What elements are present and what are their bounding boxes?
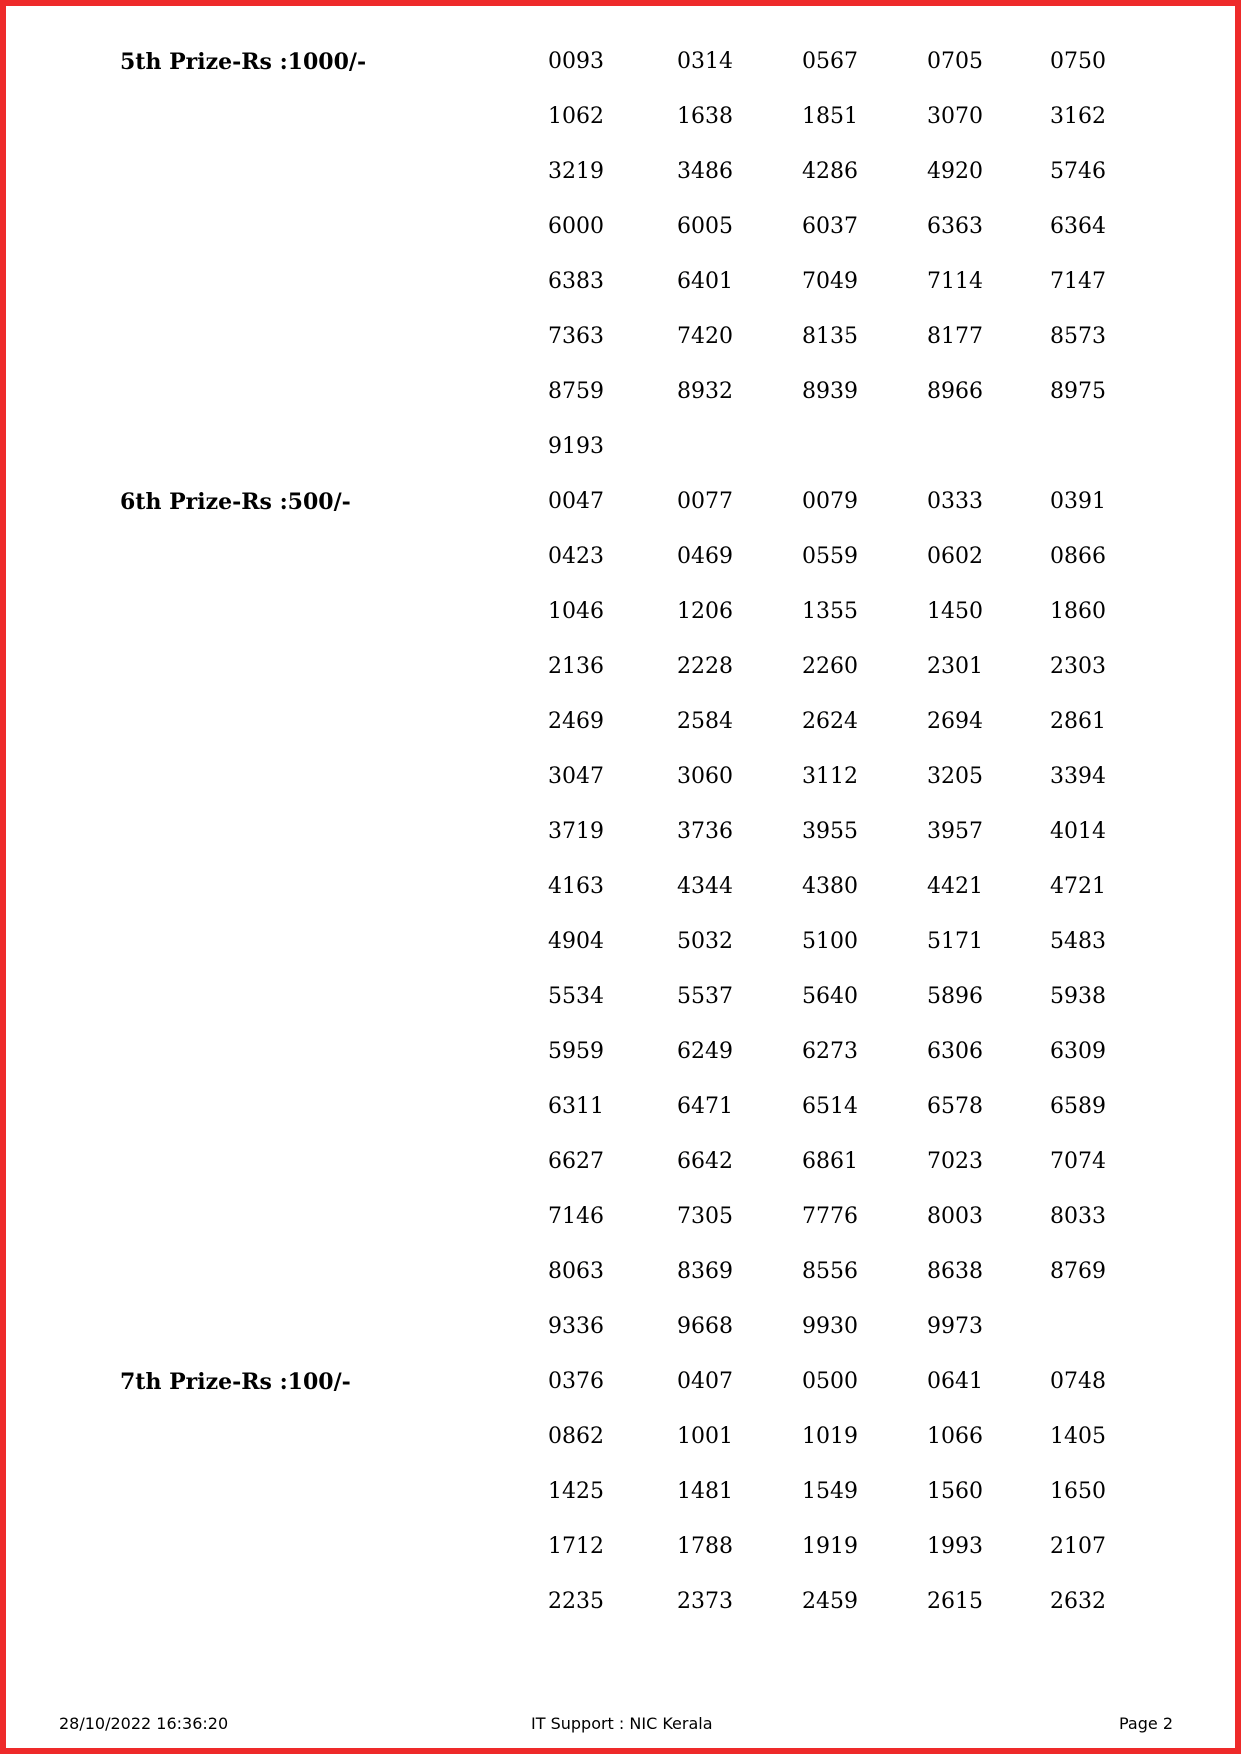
winning-number: 1450 bbox=[927, 599, 983, 624]
winning-number: 4163 bbox=[548, 874, 604, 899]
winning-number: 7420 bbox=[677, 324, 733, 349]
winning-number: 7049 bbox=[802, 269, 858, 294]
winning-number: 2260 bbox=[802, 654, 858, 679]
winning-number: 0862 bbox=[548, 1424, 604, 1449]
winning-number: 8177 bbox=[927, 324, 983, 349]
winning-number: 3955 bbox=[802, 819, 858, 844]
winning-number: 8556 bbox=[802, 1259, 858, 1284]
winning-number: 1993 bbox=[927, 1534, 983, 1559]
winning-number: 0500 bbox=[802, 1369, 858, 1394]
winning-number: 1425 bbox=[548, 1479, 604, 1504]
winning-number: 9930 bbox=[802, 1314, 858, 1339]
winning-number: 1650 bbox=[1050, 1479, 1106, 1504]
winning-number: 7776 bbox=[802, 1204, 858, 1229]
winning-number: 4721 bbox=[1050, 874, 1106, 899]
winning-number: 6037 bbox=[802, 214, 858, 239]
winning-number: 6383 bbox=[548, 269, 604, 294]
winning-number: 2235 bbox=[548, 1589, 604, 1614]
winning-number: 2373 bbox=[677, 1589, 733, 1614]
winning-number: 7305 bbox=[677, 1204, 733, 1229]
winning-number: 7147 bbox=[1050, 269, 1106, 294]
winning-number: 2469 bbox=[548, 709, 604, 734]
winning-number: 0469 bbox=[677, 544, 733, 569]
winning-number: 0866 bbox=[1050, 544, 1106, 569]
winning-number: 3205 bbox=[927, 764, 983, 789]
winning-number: 3162 bbox=[1050, 104, 1106, 129]
winning-number: 6364 bbox=[1050, 214, 1106, 239]
winning-number: 3070 bbox=[927, 104, 983, 129]
winning-number: 6471 bbox=[677, 1094, 733, 1119]
winning-number: 0750 bbox=[1050, 49, 1106, 74]
winning-number: 1405 bbox=[1050, 1424, 1106, 1449]
winning-number: 1062 bbox=[548, 104, 604, 129]
winning-number: 0333 bbox=[927, 489, 983, 514]
winning-number: 0423 bbox=[548, 544, 604, 569]
winning-number: 8063 bbox=[548, 1259, 604, 1284]
winning-number: 3394 bbox=[1050, 764, 1106, 789]
winning-number: 6861 bbox=[802, 1149, 858, 1174]
winning-number: 3736 bbox=[677, 819, 733, 844]
winning-number: 2632 bbox=[1050, 1589, 1106, 1614]
winning-number: 0047 bbox=[548, 489, 604, 514]
winning-number: 8939 bbox=[802, 379, 858, 404]
winning-number: 0748 bbox=[1050, 1369, 1106, 1394]
winning-number: 6000 bbox=[548, 214, 604, 239]
winning-number: 2301 bbox=[927, 654, 983, 679]
winning-number: 1549 bbox=[802, 1479, 858, 1504]
winning-number: 7074 bbox=[1050, 1149, 1106, 1174]
winning-number: 1851 bbox=[802, 104, 858, 129]
winning-number: 2228 bbox=[677, 654, 733, 679]
winning-number: 6363 bbox=[927, 214, 983, 239]
winning-number: 0602 bbox=[927, 544, 983, 569]
winning-number: 2861 bbox=[1050, 709, 1106, 734]
winning-number: 5483 bbox=[1050, 929, 1106, 954]
winning-number: 1355 bbox=[802, 599, 858, 624]
winning-number: 1066 bbox=[927, 1424, 983, 1449]
winning-number: 6005 bbox=[677, 214, 733, 239]
winning-number: 6514 bbox=[802, 1094, 858, 1119]
winning-number: 8638 bbox=[927, 1259, 983, 1284]
winning-number: 8966 bbox=[927, 379, 983, 404]
winning-number: 5171 bbox=[927, 929, 983, 954]
winning-number: 6311 bbox=[548, 1094, 604, 1119]
winning-number: 5032 bbox=[677, 929, 733, 954]
winning-number: 6642 bbox=[677, 1149, 733, 1174]
winning-number: 4344 bbox=[677, 874, 733, 899]
winning-number: 6249 bbox=[677, 1039, 733, 1064]
winning-number: 8135 bbox=[802, 324, 858, 349]
winning-number: 9973 bbox=[927, 1314, 983, 1339]
winning-number: 2584 bbox=[677, 709, 733, 734]
winning-number: 2459 bbox=[802, 1589, 858, 1614]
winning-number: 4014 bbox=[1050, 819, 1106, 844]
winning-number: 1206 bbox=[677, 599, 733, 624]
winning-number: 8975 bbox=[1050, 379, 1106, 404]
winning-number: 3719 bbox=[548, 819, 604, 844]
winning-number: 4920 bbox=[927, 159, 983, 184]
winning-number: 8003 bbox=[927, 1204, 983, 1229]
winning-number: 3957 bbox=[927, 819, 983, 844]
winning-number: 5100 bbox=[802, 929, 858, 954]
winning-number: 1560 bbox=[927, 1479, 983, 1504]
winning-number: 5938 bbox=[1050, 984, 1106, 1009]
winning-number: 8769 bbox=[1050, 1259, 1106, 1284]
winning-number: 6589 bbox=[1050, 1094, 1106, 1119]
winning-number: 1481 bbox=[677, 1479, 733, 1504]
winning-number: 0641 bbox=[927, 1369, 983, 1394]
winning-number: 1001 bbox=[677, 1424, 733, 1449]
winning-number: 9668 bbox=[677, 1314, 733, 1339]
winning-number: 5534 bbox=[548, 984, 604, 1009]
footer-support: IT Support : NIC Kerala bbox=[531, 1714, 713, 1733]
winning-number: 4904 bbox=[548, 929, 604, 954]
winning-number: 5746 bbox=[1050, 159, 1106, 184]
winning-number: 5640 bbox=[802, 984, 858, 1009]
winning-number: 8033 bbox=[1050, 1204, 1106, 1229]
winning-number: 3047 bbox=[548, 764, 604, 789]
winning-number: 8369 bbox=[677, 1259, 733, 1284]
prize-label: 6th Prize-Rs :500/- bbox=[120, 489, 351, 515]
winning-number: 2303 bbox=[1050, 654, 1106, 679]
winning-number: 8573 bbox=[1050, 324, 1106, 349]
winning-number: 0077 bbox=[677, 489, 733, 514]
winning-number: 6401 bbox=[677, 269, 733, 294]
footer-page-number: Page 2 bbox=[1119, 1714, 1173, 1733]
winning-number: 2107 bbox=[1050, 1534, 1106, 1559]
winning-number: 1788 bbox=[677, 1534, 733, 1559]
winning-number: 8759 bbox=[548, 379, 604, 404]
winning-number: 3112 bbox=[802, 764, 858, 789]
winning-number: 0093 bbox=[548, 49, 604, 74]
winning-number: 1046 bbox=[548, 599, 604, 624]
winning-number: 6273 bbox=[802, 1039, 858, 1064]
winning-number: 0079 bbox=[802, 489, 858, 514]
winning-number: 4421 bbox=[927, 874, 983, 899]
winning-number: 5959 bbox=[548, 1039, 604, 1064]
winning-number: 9336 bbox=[548, 1314, 604, 1339]
winning-number: 9193 bbox=[548, 434, 604, 459]
winning-number: 5896 bbox=[927, 984, 983, 1009]
winning-number: 0705 bbox=[927, 49, 983, 74]
winning-number: 6306 bbox=[927, 1039, 983, 1064]
winning-number: 0391 bbox=[1050, 489, 1106, 514]
winning-number: 1860 bbox=[1050, 599, 1106, 624]
winning-number: 1019 bbox=[802, 1424, 858, 1449]
winning-number: 6309 bbox=[1050, 1039, 1106, 1064]
winning-number: 0407 bbox=[677, 1369, 733, 1394]
winning-number: 0376 bbox=[548, 1369, 604, 1394]
winning-number: 2694 bbox=[927, 709, 983, 734]
winning-number: 1638 bbox=[677, 104, 733, 129]
winning-number: 3060 bbox=[677, 764, 733, 789]
winning-number: 4380 bbox=[802, 874, 858, 899]
winning-number: 4286 bbox=[802, 159, 858, 184]
winning-number: 8932 bbox=[677, 379, 733, 404]
winning-number: 1712 bbox=[548, 1534, 604, 1559]
footer-datetime: 28/10/2022 16:36:20 bbox=[59, 1714, 229, 1733]
winning-number: 2136 bbox=[548, 654, 604, 679]
winning-number: 6578 bbox=[927, 1094, 983, 1119]
winning-number: 6627 bbox=[548, 1149, 604, 1174]
winning-number: 0567 bbox=[802, 49, 858, 74]
winning-number: 1919 bbox=[802, 1534, 858, 1559]
winning-number: 3486 bbox=[677, 159, 733, 184]
winning-number: 0314 bbox=[677, 49, 733, 74]
winning-number: 7146 bbox=[548, 1204, 604, 1229]
winning-number: 5537 bbox=[677, 984, 733, 1009]
winning-number: 2615 bbox=[927, 1589, 983, 1614]
winning-number: 7363 bbox=[548, 324, 604, 349]
winning-number: 7023 bbox=[927, 1149, 983, 1174]
winning-number: 2624 bbox=[802, 709, 858, 734]
winning-number: 7114 bbox=[927, 269, 983, 294]
prize-label: 7th Prize-Rs :100/- bbox=[120, 1369, 351, 1395]
winning-number: 3219 bbox=[548, 159, 604, 184]
winning-number: 0559 bbox=[802, 544, 858, 569]
prize-label: 5th Prize-Rs :1000/- bbox=[120, 49, 367, 75]
